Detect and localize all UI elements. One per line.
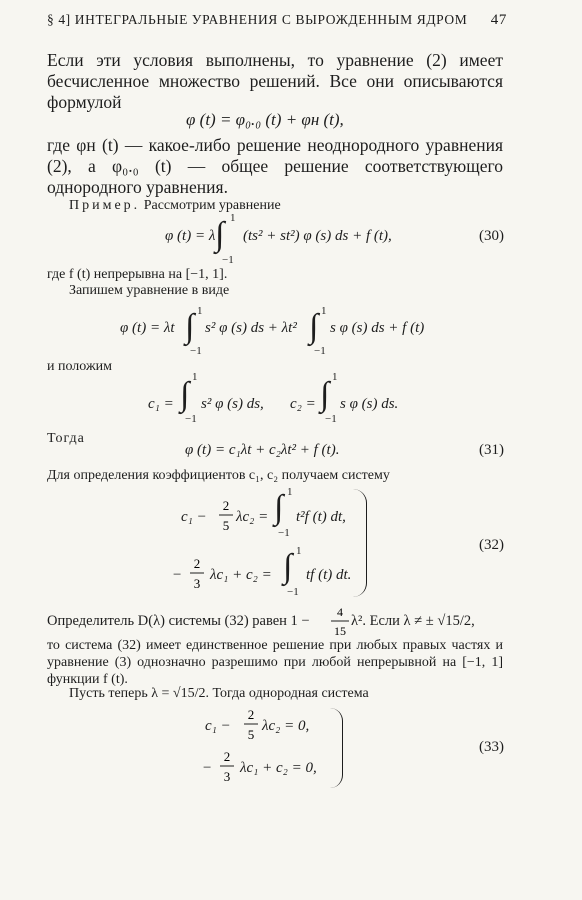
sys32-row2-mid: λc₁ + c₂ =: [210, 567, 272, 583]
eq-view-upper1: 1: [197, 305, 203, 317]
sys32-brace: [352, 489, 367, 597]
sys32-row1-mid: λc₂ =: [236, 509, 269, 525]
c2-upper: 1: [332, 371, 338, 383]
c2-def-rhs: s φ (s) ds.: [340, 396, 399, 412]
eq30-integral-sign: ∫: [215, 216, 225, 253]
eq-view-integral2: ∫: [309, 308, 319, 345]
eq33-number: (33): [479, 739, 504, 755]
example-text: Рассмотрим уравнение: [143, 198, 281, 213]
determinant-fraction: [330, 604, 350, 640]
det-frac-den: 15: [334, 624, 346, 638]
line-coefficients: Для определения коэффициентов c₁, c₂ получаем систему: [47, 468, 390, 483]
sys32-row1-lower: −1: [278, 527, 290, 539]
eq-view-part1: φ (t) = λt: [120, 320, 175, 336]
line-let-lambda: Пусть теперь λ = √15/2. Тогда однородная система: [69, 686, 369, 701]
line-rewrite: Запишем уравнение в виде: [69, 283, 230, 298]
sys33-row1-mid: λc₂ = 0,: [262, 718, 310, 734]
general-solution-formula: φ (t) = φ₀.₀ (t) + φн (t),: [186, 110, 344, 129]
sys32-row1-upper: 1: [287, 486, 293, 498]
eq30-upper-limit: 1: [230, 212, 236, 224]
sys32-row1-fraction: [218, 497, 234, 535]
sys33-row2-mid: λc₁ + c₂ = 0,: [240, 760, 317, 776]
paragraph-conditions: Если эти условия выполнены, то уравнение (2) имеет бесчисленное множество решений. Все они описываются формулой: [47, 50, 503, 112]
determinant-text-a: Определитель D(λ) системы (32) равен 1 −: [47, 613, 310, 629]
det-frac-num: 4: [337, 605, 343, 619]
eq-view-lower1: −1: [190, 345, 202, 357]
eq-view-part3: s φ (s) ds + f (t): [330, 320, 425, 336]
sys33-row2-fraction: [219, 748, 235, 786]
sys33-row1-fraction: [243, 706, 259, 744]
eq30-lhs: φ (t) = λ: [165, 228, 216, 244]
eq-view-lower2: −1: [314, 345, 326, 357]
c2-def-lhs: c₂ =: [290, 396, 316, 412]
eq-view-part2: s² φ (s) ds + λt²: [205, 320, 297, 336]
c1-def-rhs: s² φ (s) ds,: [201, 396, 264, 412]
c2-lower: −1: [325, 413, 337, 425]
eq30-lower-limit: −1: [222, 254, 234, 266]
line-put: и положим: [47, 359, 112, 374]
sys33-brace: [330, 708, 343, 788]
example-label: Пример.: [69, 198, 141, 213]
eq-view-upper2: 1: [321, 305, 327, 317]
eq30-rhs: (ts² + st²) φ (s) ds + f (t),: [243, 228, 392, 244]
c1-def-lhs: c₁ =: [148, 396, 174, 412]
paragraph-unique-solution: то система (32) имеет единственное решение при любых правых частях и уравнение (3) однозначно разрешимо при любой непрерывной на [−1, 1] функции f (t).: [47, 638, 503, 687]
eq31-number: (31): [479, 442, 504, 458]
eq-view-integral1: ∫: [185, 308, 195, 345]
sys32-row2-rhs: tf (t) dt.: [306, 567, 352, 583]
frac-den: 3: [223, 769, 231, 784]
frac-num: 2: [193, 556, 201, 571]
sys33-row2-lhs: −: [202, 760, 213, 776]
c1-integral: ∫: [180, 376, 190, 413]
running-header: [47, 12, 507, 32]
sys32-row2-fraction: [189, 555, 205, 593]
frac-num: 2: [223, 749, 231, 764]
sys32-row1-lhs: c₁ −: [181, 509, 207, 525]
word-then: Тогда: [47, 431, 85, 446]
eq32-number: (32): [479, 537, 504, 553]
sys33-row1-lhs: c₁ −: [205, 718, 231, 734]
c1-upper: 1: [192, 371, 198, 383]
sys32-row2-integral: ∫: [283, 548, 293, 585]
example-intro: [47, 197, 503, 215]
sys32-row2-lhs: −: [172, 567, 183, 583]
determinant-text-b: λ². Если λ ≠ ± √15/2,: [351, 613, 475, 629]
eq30-number: (30): [479, 228, 504, 244]
sys32-row2-lower: −1: [287, 586, 299, 598]
sys32-row1-rhs: t²f (t) dt,: [296, 509, 346, 525]
c1-lower: −1: [185, 413, 197, 425]
eq31: φ (t) = c₁λt + c₂λt² + f (t).: [185, 442, 340, 458]
frac-num: 2: [247, 707, 255, 722]
page-number: 47: [490, 12, 507, 28]
frac-num: 2: [222, 498, 230, 513]
paragraph-where: где φн (t) — какое-либо решение неоднородного уравнения (2), а φ₀.₀ (t) — общее решение соответствующего однородного уравнения.: [47, 135, 503, 197]
c2-integral: ∫: [320, 376, 330, 413]
line-continuity: где f (t) непрерывна на [−1, 1].: [47, 267, 228, 282]
frac-den: 5: [247, 727, 255, 742]
sys32-row2-upper: 1: [296, 545, 302, 557]
frac-den: 3: [193, 576, 201, 591]
sys32-row1-integral: ∫: [274, 489, 284, 526]
section-title: § 4] ИНТЕГРАЛЬНЫЕ УРАВНЕНИЯ С ВЫРОЖДЕННЫМ ЯДРОМ: [47, 12, 468, 27]
frac-den: 5: [222, 518, 230, 533]
